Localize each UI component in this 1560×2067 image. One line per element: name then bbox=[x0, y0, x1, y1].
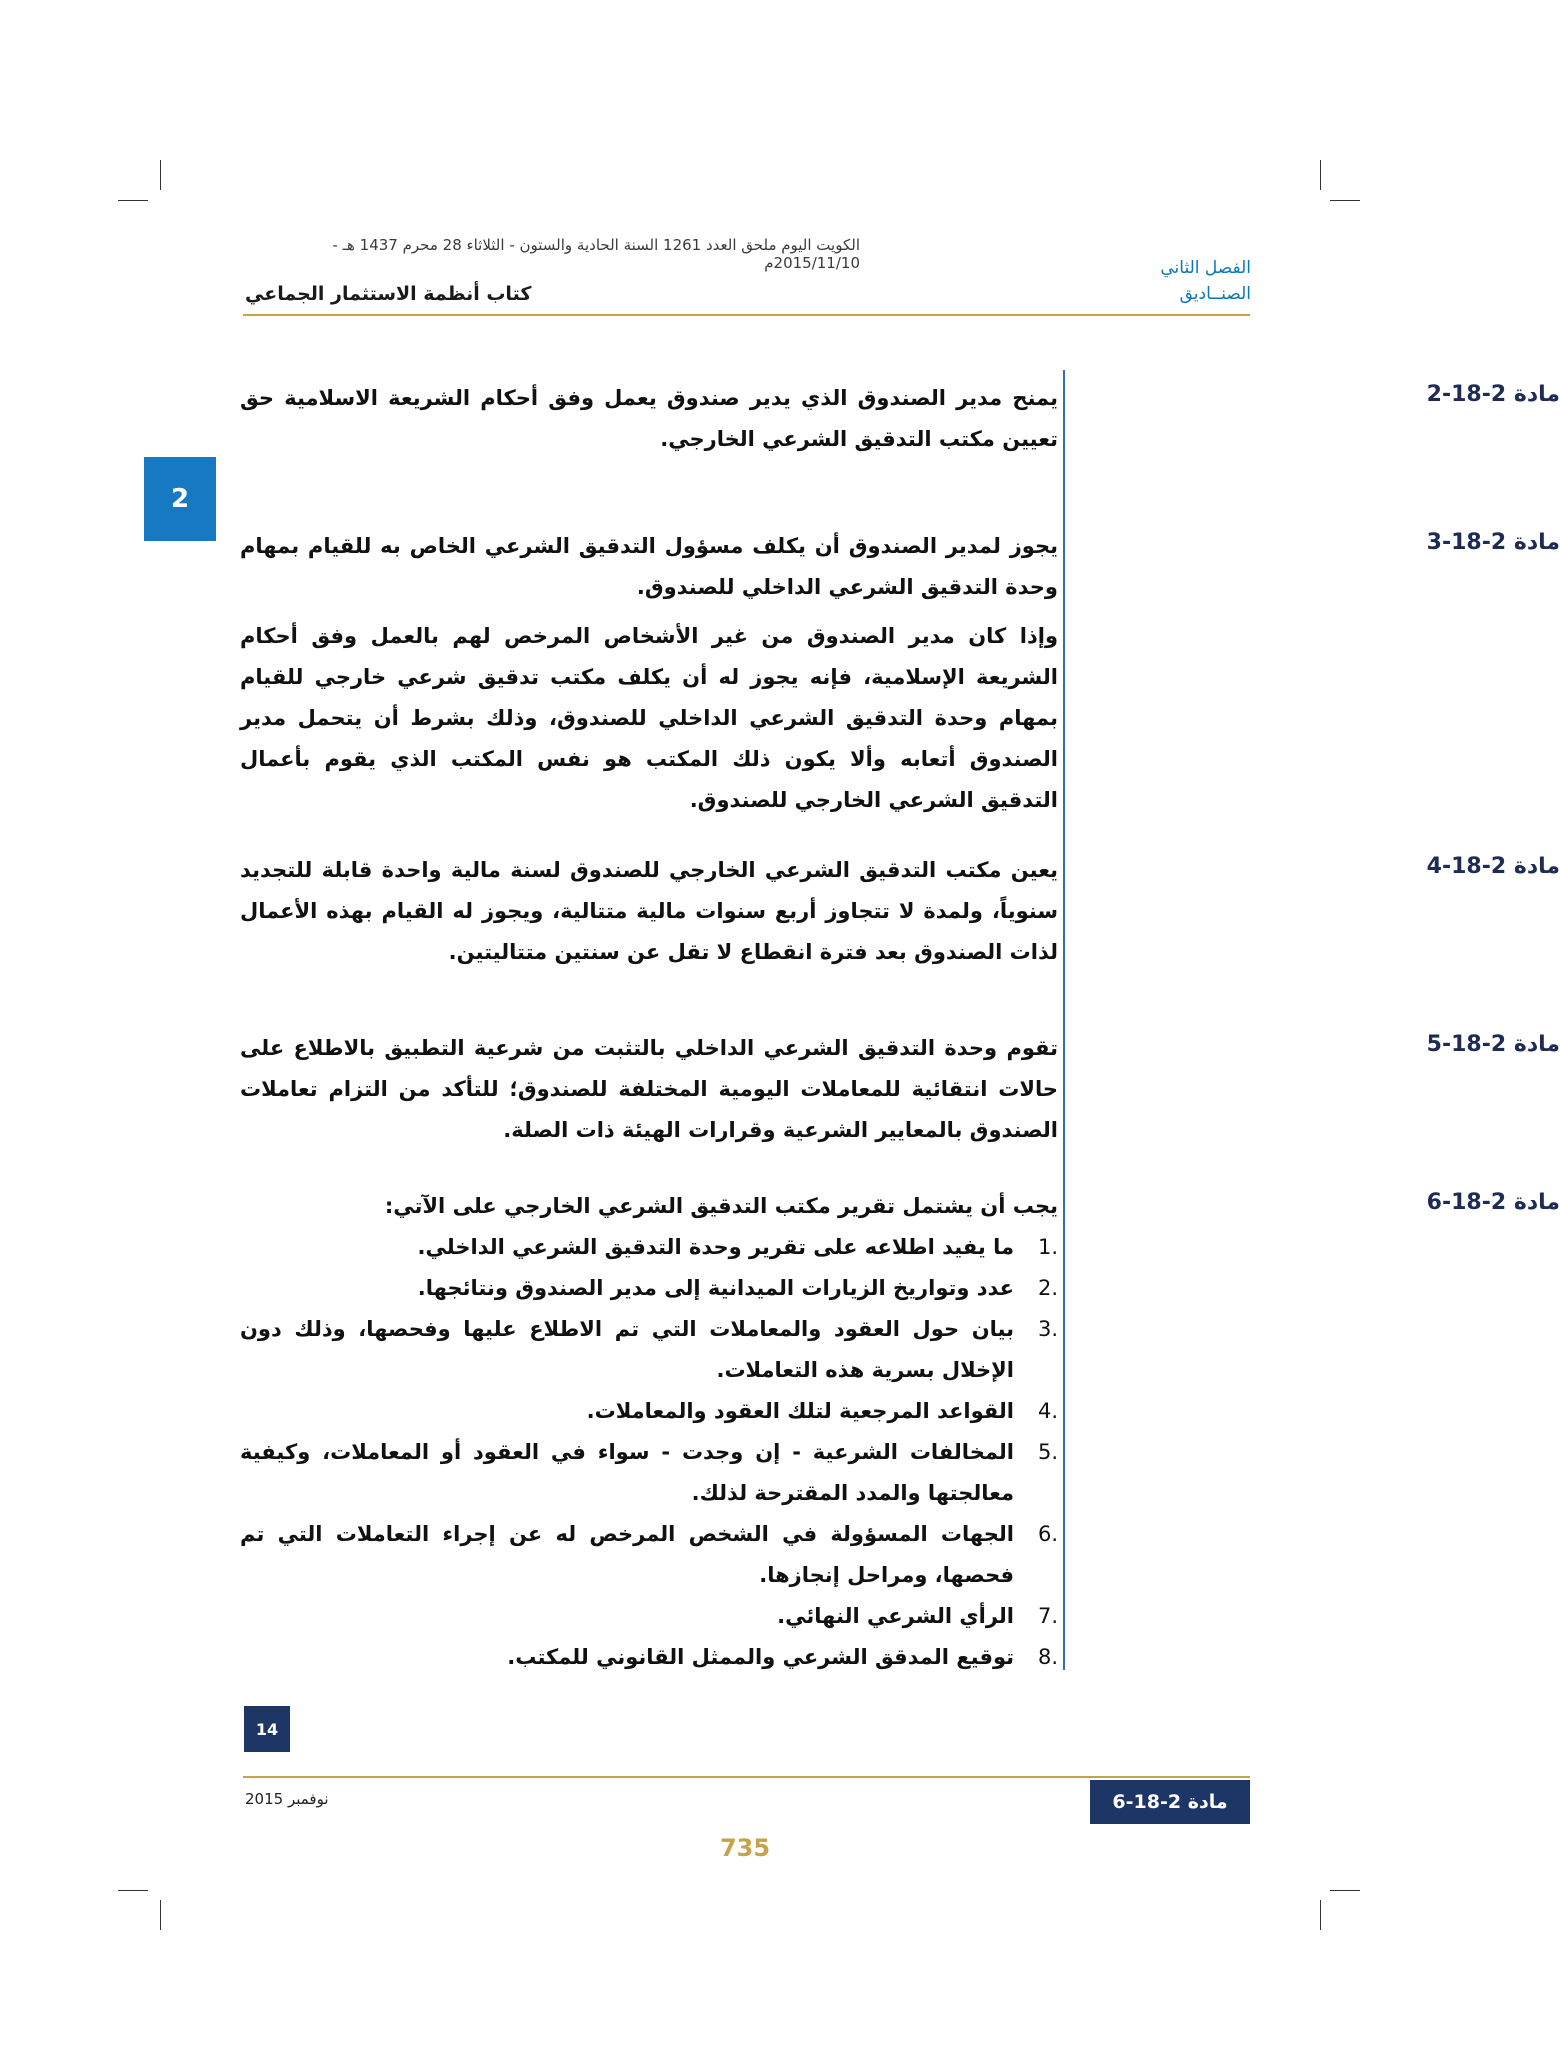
crop-mark bbox=[1320, 160, 1321, 190]
item-number: .3 bbox=[1037, 1317, 1058, 1341]
crop-mark bbox=[160, 160, 161, 190]
crop-mark bbox=[1320, 1900, 1321, 1930]
article-body bbox=[240, 1028, 1058, 1151]
item-text: الجهات المسؤولة في الشخص المرخص له عن إجراء التعاملات التي تم فحصها، ومراحل إنجازها. bbox=[240, 1522, 1014, 1587]
article-label: مادة 2-18-4 bbox=[1426, 854, 1560, 879]
item-text: توقيع المدقق الشرعي والممثل القانوني للمكتب. bbox=[507, 1645, 1014, 1669]
article-body bbox=[240, 850, 1058, 973]
list-item bbox=[240, 1432, 1058, 1514]
list-item bbox=[240, 1309, 1058, 1391]
article-intro: يجب أن يشتمل تقرير مكتب التدقيق الشرعي الخارجي على الآتي: bbox=[384, 1194, 1058, 1218]
list-item bbox=[240, 1637, 1058, 1678]
article-label: مادة 2-18-3 bbox=[1426, 530, 1560, 555]
header-divider bbox=[243, 314, 1250, 316]
gazette-page-number: 735 bbox=[719, 1834, 771, 1862]
book-title: كتاب أنظمة الاستثمار الجماعي bbox=[245, 283, 532, 305]
page-number-box: 14 bbox=[244, 1706, 290, 1752]
item-number: .1 bbox=[1037, 1235, 1058, 1259]
list-item bbox=[240, 1391, 1058, 1432]
gazette-header-line: الكويت اليوم ملحق العدد 1261 السنة الحادية والستون - الثلاثاء 28 محرم 1437 هـ - 2015/11/10م bbox=[332, 236, 860, 272]
item-text: ما يفيد اطلاعه على تقرير وحدة التدقيق الشرعي الداخلي. bbox=[417, 1235, 1014, 1259]
article-label: مادة 2-18-2 bbox=[1426, 382, 1560, 407]
footer-date: نوفمبر 2015 bbox=[245, 1790, 329, 1808]
item-text: عدد وتواريخ الزيارات الميدانية إلى مدير الصندوق ونتائجها. bbox=[417, 1276, 1014, 1300]
list-item bbox=[240, 1268, 1058, 1309]
article-label: مادة 2-18-6 bbox=[1426, 1190, 1560, 1215]
article-paragraph: يمنح مدير الصندوق الذي يدير صندوق يعمل وفق أحكام الشريعة الاسلامية حق تعيين مكتب التدقيق الشرعي الخارجي. bbox=[240, 386, 1058, 451]
article-paragraph: يعين مكتب التدقيق الشرعي الخارجي للصندوق لسنة مالية واحدة قابلة للتجديد سنوياً، ولمدة لا تتجاوز أربع سنوات مالية متتالية، ويجوز له القيام بهذه الأعمال لذات الصندوق بعد فترة انقطاع لا تقل عن سنتين متتاليتين. bbox=[240, 858, 1058, 964]
item-number: .7 bbox=[1037, 1604, 1058, 1628]
article-paragraph: وإذا كان مدير الصندوق من غير الأشخاص المرخص لهم بالعمل وفق أحكام الشريعة الإسلامية، فإنه يجوز له أن يكلف مكتب تدقيق شرعي خارجي للقيام بمهام وحدة التدقيق الشرعي الداخلي للصندوق، وذلك بشرط أن يتحمل مدير الصندوق أتعابه وألا يكون ذلك المكتب هو نفس المكتب الذي يقوم بأعمال التدقيق الشرعي الخارجي للصندوق. bbox=[240, 624, 1058, 812]
item-number: .5 bbox=[1037, 1440, 1058, 1464]
crop-mark bbox=[1330, 200, 1360, 201]
requirements-list bbox=[240, 1227, 1058, 1678]
item-number: .2 bbox=[1037, 1276, 1058, 1300]
column-divider bbox=[1063, 370, 1065, 1670]
chapter-side-tab: 2 bbox=[144, 457, 216, 541]
footer-article-tab: مادة 2-18-6 bbox=[1090, 1780, 1250, 1824]
item-number: .8 bbox=[1037, 1645, 1058, 1669]
footer-divider bbox=[243, 1776, 1250, 1778]
crop-mark bbox=[118, 1890, 148, 1891]
item-text: بيان حول العقود والمعاملات التي تم الاطلاع عليها وفحصها، وذلك دون الإخلال بسرية هذه التعاملات. bbox=[240, 1317, 1014, 1382]
article-paragraph: تقوم وحدة التدقيق الشرعي الداخلي بالتثبت من شرعية التطبيق بالاطلاع على حالات انتقائية للمعاملات اليومية المختلفة للصندوق؛ للتأكد من التزام تعاملات الصندوق بالمعايير الشرعية وقرارات الهيئة ذات الصلة. bbox=[240, 1036, 1058, 1142]
article-label: مادة 2-18-5 bbox=[1426, 1032, 1560, 1057]
chapter-heading bbox=[1160, 255, 1251, 307]
section-label: الصنــاديق bbox=[1179, 284, 1251, 304]
crop-mark bbox=[1330, 1890, 1360, 1891]
chapter-label: الفصل الثاني bbox=[1160, 258, 1251, 278]
item-text: المخالفات الشرعية - إن وجدت - سواء في العقود أو المعاملات، وكيفية معالجتها والمدد المقترحة لذلك. bbox=[240, 1440, 1014, 1505]
item-number: .4 bbox=[1037, 1399, 1058, 1423]
item-text: القواعد المرجعية لتلك العقود والمعاملات. bbox=[586, 1399, 1014, 1423]
crop-mark bbox=[118, 200, 148, 201]
article-body bbox=[240, 1186, 1058, 1678]
list-item bbox=[240, 1227, 1058, 1268]
article-paragraph: يجوز لمدير الصندوق أن يكلف مسؤول التدقيق الشرعي الخاص به للقيام بمهام وحدة التدقيق الشرعي الداخلي للصندوق. bbox=[240, 534, 1058, 599]
list-item bbox=[240, 1514, 1058, 1596]
list-item bbox=[240, 1596, 1058, 1637]
article-body bbox=[240, 526, 1058, 821]
item-text: الرأي الشرعي النهائي. bbox=[777, 1604, 1014, 1628]
article-body bbox=[240, 378, 1058, 460]
crop-mark bbox=[160, 1900, 161, 1930]
item-number: .6 bbox=[1037, 1522, 1058, 1546]
